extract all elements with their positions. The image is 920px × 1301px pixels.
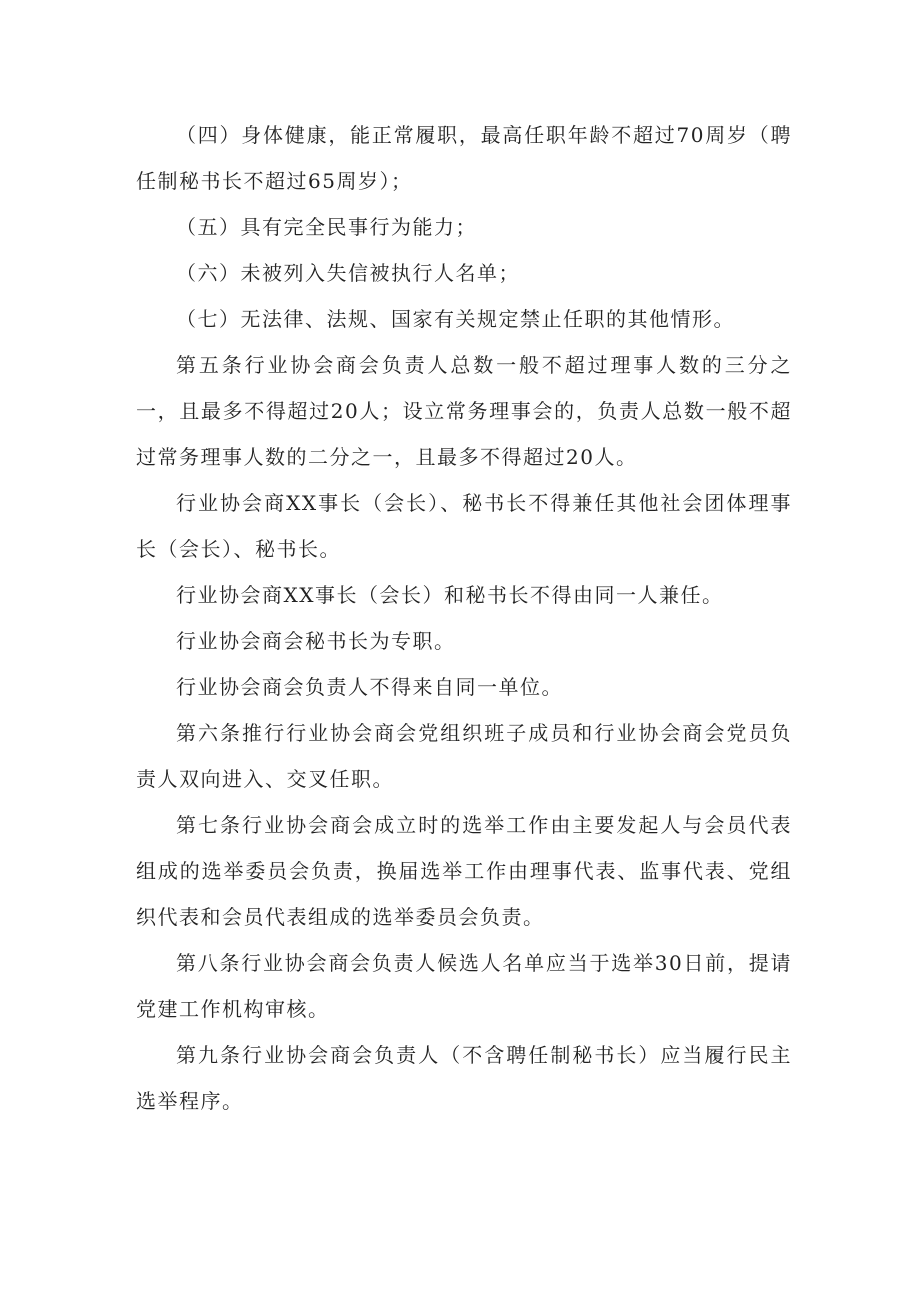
paragraph-qualification-5: （五）具有完全民事行为能力； xyxy=(176,215,477,239)
paragraph-article-7: 第七条行业协会商会成立时的选举工作由主要发起人与会员代表组成的选举委员会负责，换届选举工作由理事代表、监事代表、党组织代表和会员代表组成的选举委员会负责。 xyxy=(136,813,792,929)
paragraph-different-units: 行业协会商会负责人不得来自同一单位。 xyxy=(176,675,563,699)
paragraph-article-5: 第五条行业协会商会负责人总数一般不超过理事人数的三分之一，且最多不得超过20人；设立常务理事会的，负责人总数一般不超过常务理事人数的二分之一，且最多不得超过20人。 xyxy=(136,353,792,469)
paragraph-no-concurrent-posts: 行业协会商XX事长（会长）、秘书长不得兼任其他社会团体理事长（会长）、秘书长。 xyxy=(136,491,792,561)
document-body xyxy=(136,112,792,1124)
paragraph-qualification-6: （六）未被列入失信被执行人名单； xyxy=(176,261,520,285)
paragraph-separate-persons: 行业协会商XX事长（会长）和秘书长不得由同一人兼任。 xyxy=(176,583,724,607)
paragraph-qualification-4: （四）身体健康，能正常履职，最高任职年龄不超过70周岁（聘任制秘书长不超过65周岁）； xyxy=(136,123,792,193)
paragraph-article-6: 第六条推行行业协会商会党组织班子成员和行业协会商会党员负责人双向进入、交叉任职。 xyxy=(136,721,792,791)
paragraph-article-9: 第九条行业协会商会负责人（不含聘任制秘书长）应当履行民主选举程序。 xyxy=(136,1043,792,1113)
paragraph-article-8: 第八条行业协会商会负责人候选人名单应当于选举30日前，提请党建工作机构审核。 xyxy=(136,951,792,1021)
paragraph-qualification-7: （七）无法律、法规、国家有关规定禁止任职的其他情形。 xyxy=(176,307,735,331)
paragraph-fulltime-secretary: 行业协会商会秘书长为专职。 xyxy=(176,629,456,653)
